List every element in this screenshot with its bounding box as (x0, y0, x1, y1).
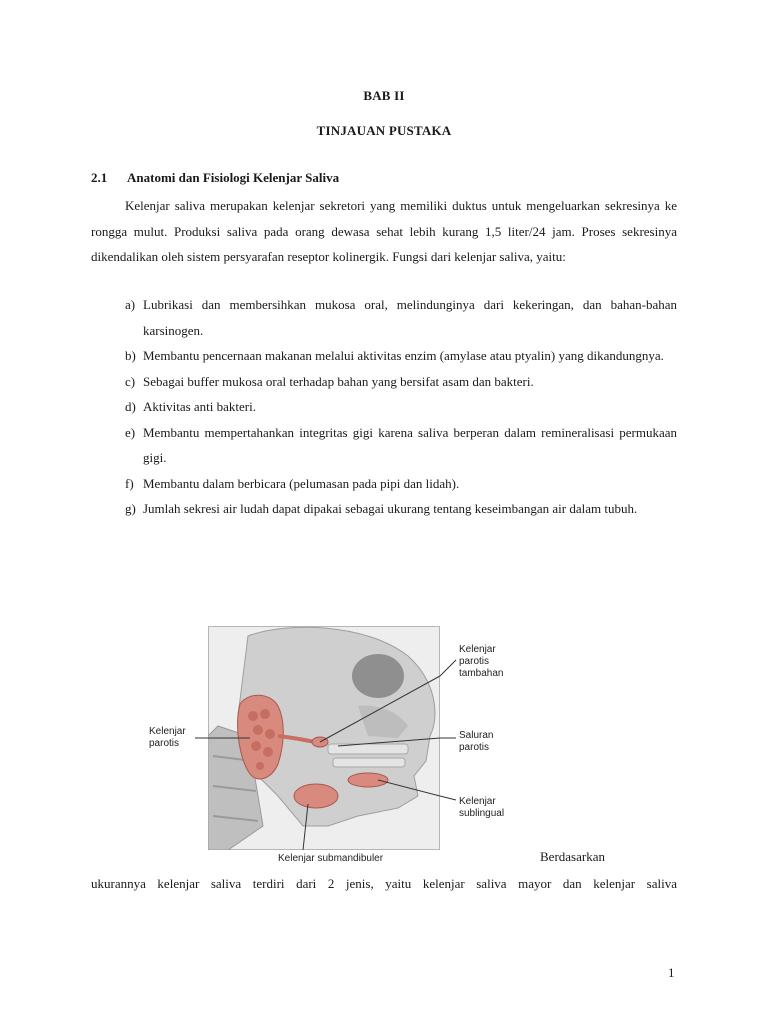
function-list (91, 292, 677, 522)
list-item (91, 394, 677, 420)
closing-line: ukurannya kelenjar saliva terdiri dari 2 jenis, yaitu kelenjar saliva mayor dan kelenjar saliva (91, 876, 677, 891)
label-line: parotis (149, 738, 180, 749)
section-title: Anatomi dan Fisiologi Kelenjar Saliva (127, 170, 340, 185)
list-marker: a) (125, 297, 136, 312)
label-kelenjar-parotis-tambahan (459, 644, 503, 680)
list-item-text: Sebagai buffer mukosa oral terhadap bahan yang bersifat asam dan bakteri. (143, 373, 534, 389)
label-kelenjar-parotis (149, 726, 186, 750)
label-line: sublingual (459, 808, 505, 819)
label-saluran-parotis (459, 730, 493, 754)
label-line: Kelenjar (459, 644, 496, 655)
label-line: Kelenjar (149, 726, 186, 737)
label-line: parotis (459, 656, 490, 667)
section-heading (91, 170, 339, 186)
lower-teeth (333, 758, 405, 767)
list-item (91, 471, 677, 497)
list-item-text: Lubrikasi dan membersihkan mukosa oral, melindunginya dari kekeringan, dan bahan-bahan karsinogen. (143, 297, 677, 338)
submandibular-gland (294, 784, 338, 808)
list-marker: g) (125, 501, 136, 516)
list-marker: e) (125, 424, 136, 440)
chapter-heading: BAB II (363, 88, 405, 103)
list-item-text: Membantu dalam berbicara (pelumasan pada pipi dan lidah). (143, 475, 460, 491)
label-line: parotis (459, 742, 490, 753)
salivary-gland-illustration (208, 626, 440, 850)
label-line: Kelenjar (459, 796, 496, 807)
list-item (91, 496, 677, 522)
page-number: 1 (668, 965, 675, 980)
list-item-text: Membantu mempertahankan integritas gigi karena saliva berperan dalam remineralisasi permukaan gigi. (143, 424, 677, 465)
list-item (91, 369, 677, 395)
list-item (91, 420, 677, 471)
label-kelenjar-sublingual (459, 796, 504, 820)
list-item (91, 343, 677, 369)
list-item-text: Membantu pencernaan makanan melalui aktivitas enzim (amylase atau ptyalin) yang dikandungnya. (143, 348, 664, 363)
leader-ext-sublingual (440, 796, 456, 800)
list-item-text: Aktivitas anti bakteri. (143, 399, 257, 414)
leader-ext-parotis-tambahan (440, 660, 456, 676)
list-item (91, 292, 677, 343)
list-marker: b) (125, 348, 136, 363)
label-line: Saluran (459, 730, 494, 741)
label-line: tambahan (459, 668, 504, 679)
label-kelenjar-submandibuler: Kelenjar submandibuler (278, 853, 384, 864)
eye-socket (352, 654, 404, 698)
section-number: 2.1 (91, 170, 108, 185)
list-marker: d) (125, 399, 136, 414)
list-marker: c) (125, 373, 136, 389)
list-item-text: Jumlah sekresi air ludah dapat dipakai sebagai ukurang tentang keseimbangan air dalam tubuh. (143, 501, 638, 516)
intro-paragraph: Kelenjar saliva merupakan kelenjar sekretori yang memiliki duktus untuk mengeluarkan sekresinya ke rongga mulut. Produksi saliva pada orang dewasa sehat lebih kurang 1,5 liter/24 jam. Proses sekresinya dikendalikan oleh sistem persyarafan reseptor kolinergik. Fungsi dari kelenjar saliva, yaitu: (91, 198, 677, 264)
continuation-word: Berdasarkan (540, 849, 605, 864)
chapter-title: TINJAUAN PUSTAKA (316, 123, 452, 138)
list-marker: f) (125, 475, 134, 491)
sublingual-gland (348, 773, 388, 787)
